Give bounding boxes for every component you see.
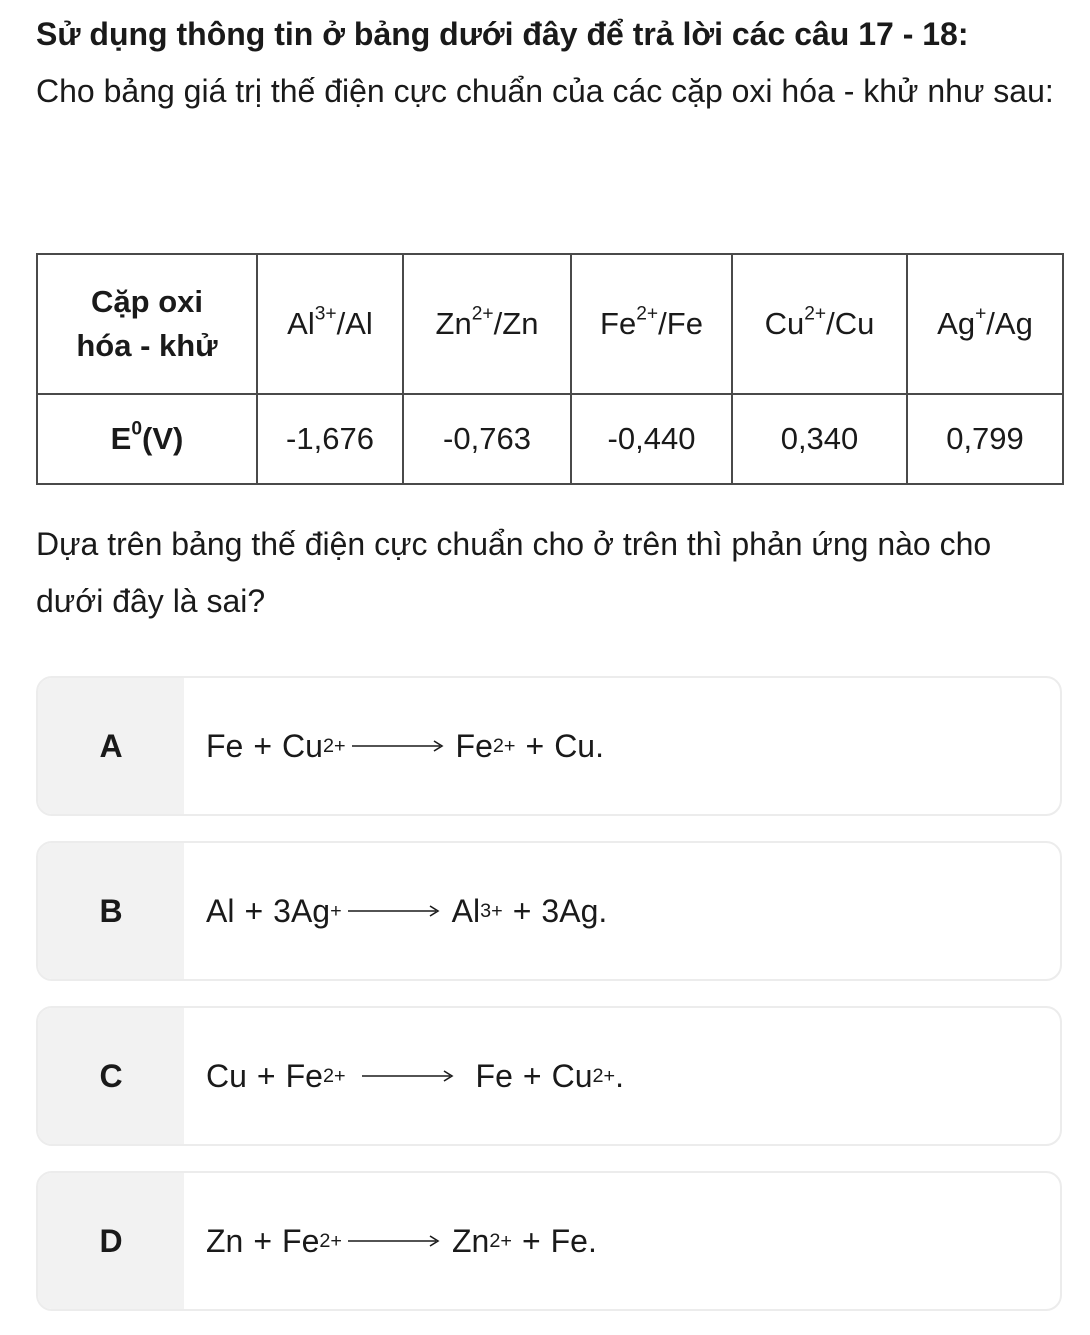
reaction-arrow-icon: [346, 901, 442, 921]
option-a[interactable]: [36, 676, 1062, 816]
option-c[interactable]: [36, 1006, 1062, 1146]
intro: [36, 6, 1056, 120]
e0-cell-ag: 0,799: [907, 394, 1063, 484]
electrode-potential-table: [36, 253, 1064, 485]
option-letter: D: [99, 1222, 123, 1259]
reaction-equation: Fe + Cu 2+ Fe 2+ + Cu.: [206, 727, 604, 764]
header-line1: Cặp oxi: [91, 284, 203, 319]
table-header-e0: $E^0(V)$: [37, 394, 257, 484]
reaction-equation: Zn + Fe 2+ Zn 2+ + Fe.: [206, 1222, 597, 1259]
option-b[interactable]: [36, 841, 1062, 981]
table-row-potentials: [37, 394, 1063, 484]
option-letter: B: [99, 892, 123, 929]
reaction-arrow-icon: [350, 736, 446, 756]
reaction-equation: Cu + Fe 2+ Fe + Cu 2+ .: [206, 1057, 624, 1094]
e0-cell-fe: -0,440: [571, 394, 732, 484]
question-text: Dựa trên bảng thế điện cực chuẩn cho ở trên thì phản ứng nào cho dưới đây là sai?: [36, 526, 992, 619]
pair-cell-cu: $Cu^{2+}/Cu$: [732, 254, 907, 394]
e0-cell-cu: 0,340: [732, 394, 907, 484]
pair-cell-al: $Al^{3+}/Al$: [257, 254, 403, 394]
header-line2: hóa - khử: [76, 328, 218, 363]
option-letter: A: [99, 727, 123, 764]
option-letter: C: [99, 1057, 123, 1094]
table-row-pairs: [37, 254, 1063, 394]
e0-cell-al: -1,676: [257, 394, 403, 484]
intro-text: Cho bảng giá trị thế điện cực chuẩn của các cặp oxi hóa - khử như sau:: [36, 73, 1054, 109]
pair-cell-zn: $Zn^{2+}/Zn$: [403, 254, 571, 394]
reaction-arrow-icon: [360, 1066, 456, 1086]
e0-cell-zn: -0,763: [403, 394, 571, 484]
pair-cell-fe: $Fe^{2+}/Fe$: [571, 254, 732, 394]
intro-heading: Sử dụng thông tin ở bảng dưới đây để trả lời các câu 17 - 18:: [36, 16, 969, 52]
table-header-pairs: [37, 254, 257, 394]
option-d[interactable]: [36, 1171, 1062, 1311]
reaction-equation: Al + 3Ag + Al 3+ + 3Ag.: [206, 892, 608, 929]
reaction-arrow-icon: [346, 1231, 442, 1251]
pair-cell-ag: Ag+/Ag: [907, 254, 1063, 394]
